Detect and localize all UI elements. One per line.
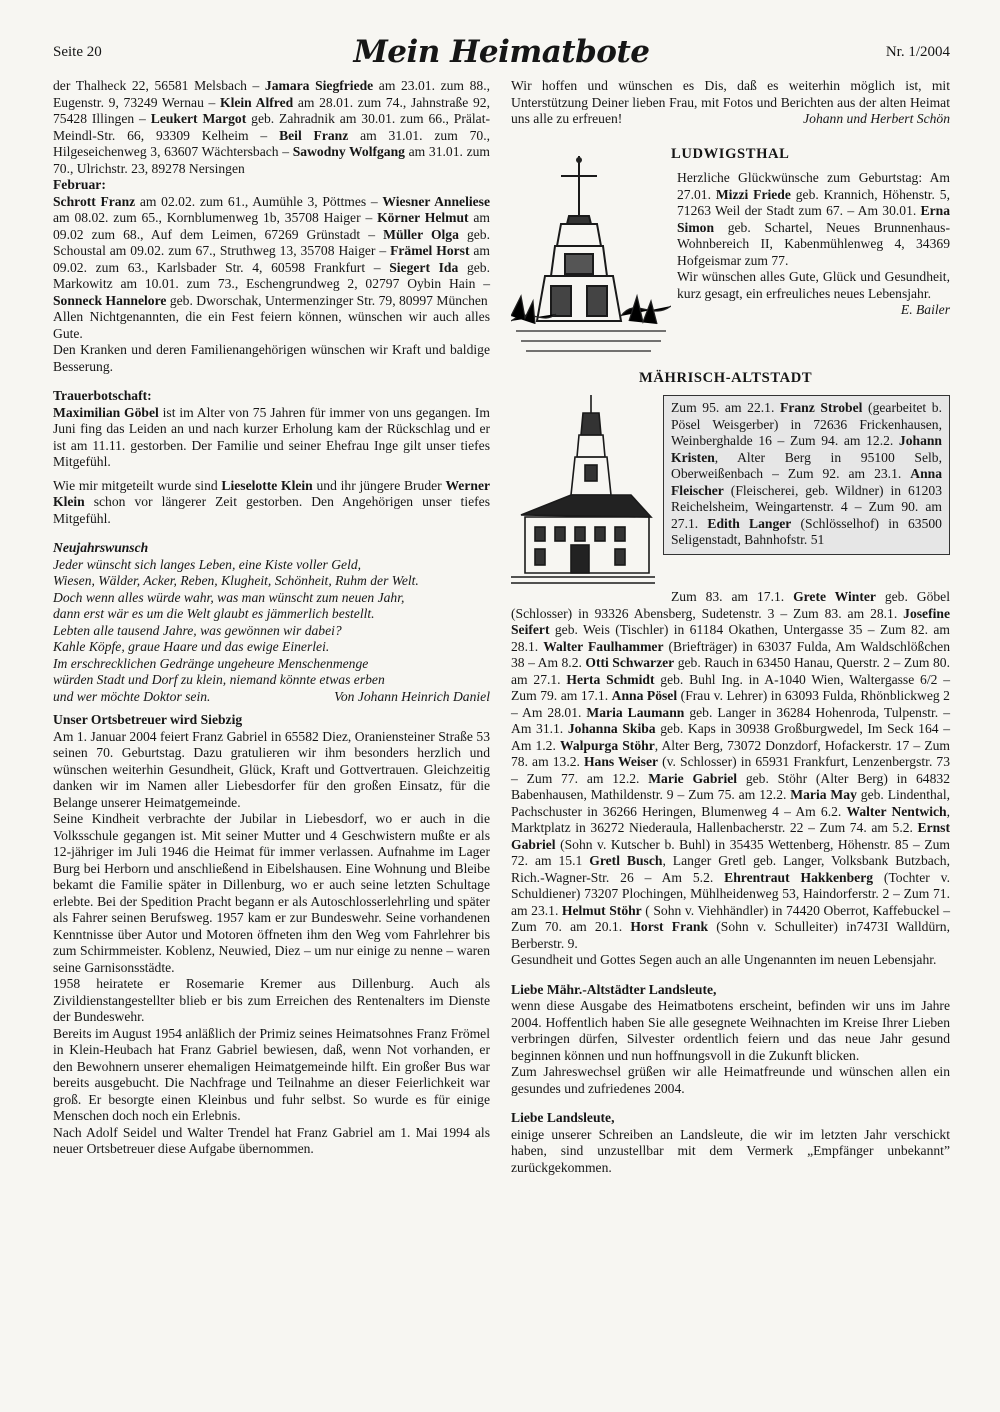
- person-name: Josefine Seifert: [511, 605, 950, 637]
- person-name: Maria Laumann: [586, 704, 685, 720]
- text-run: geb. Langer in 36284 Hohenroda, Tulpenstr. – Am 31.1.: [511, 704, 950, 736]
- person-name: Siegert Ida: [389, 259, 459, 275]
- poem-line: Jeder wünscht sich langes Leben, eine Kiste voller Geld,: [53, 556, 362, 572]
- article-paragraph: Bereits im August 1954 anläßlich der Primiz seines Heimatsohnes Franz Frömel in Klein-Heubach hat Franz Gabriel bewiesen, daß, wenn Not vorhanden, er den Bewohnern unserer ehemaligen Heimatgemeinde hilft. Ein großer Bus war bereits ausgebucht. Die Nachfrage und Teilnahme an dieser Feierlichkeit war groß. Er besorgte einen Kleinbus und fuhr selbst. So wurde es für einige Menschen doch noch ein Erlebnis.: [53, 1025, 490, 1123]
- text-run: Herzliche Glückwünsche zum Geburtstag: Am 27.01.: [677, 170, 950, 202]
- ludwigsthal-signature: E. Bailer: [900, 302, 950, 317]
- ludwigsthal-birthdays: [677, 170, 950, 269]
- person-name: Leukert Margot: [150, 111, 247, 126]
- article-paragraph: 1958 heiratete er Rosemarie Kremer aus Dillenburg. Auch als Zivildienstangestellter blieb er bis zum Erreichen des Rentenalters im Dienste der Bundeswehr.: [53, 976, 490, 1024]
- text-run: am 08.02. zum 65., Kornblumenweg 1b, 35708 Haiger –: [53, 210, 378, 225]
- poem-final-verse: und wer möchte Doktor sein.: [53, 688, 211, 704]
- left-column: [53, 78, 490, 1158]
- text-run: am 31.01. zum 70., Hilgeseichenweg 3, 63607 Wächtersbach –: [53, 127, 490, 159]
- text-run: ist im Alter von 75 Jahren für immer von uns gegangen. Im Juni fing das Leiden an und nach kurzer Erholung kam der Rückschlag und er ist am 11.11. gestorben. Der Familie und seiner Ehefrau Inge gilt unser tiefes Mitgefühl.: [53, 404, 491, 469]
- poem: [53, 557, 490, 706]
- text-run: (Briefträger) in 63037 Fulda, Am Waldschlößchen 38 – Am 8.2.: [511, 638, 950, 670]
- text-run: geb. Schoustal am 09.02. zum 67., Struthweg 13, 35708 Haiger –: [53, 226, 490, 258]
- person-name: Werner Klein: [53, 477, 491, 509]
- person-name: Walpurga Stöhr: [559, 737, 655, 753]
- article-paragraph: Nach Adolf Seidel und Walter Trendel hat Franz Gabriel am 1. Mai 1994 als neuer Ortsbetreuer diese Aufgabe übernommen.: [53, 1124, 490, 1156]
- birthday-list-february: [53, 194, 490, 310]
- person-name: Hans Weiser: [583, 754, 659, 769]
- masthead-logo: Mein Heimatbote: [353, 34, 650, 70]
- poem-last-line: [53, 689, 490, 706]
- person-name: Franz Strobel: [780, 400, 863, 415]
- person-name: Beil Franz: [279, 127, 349, 143]
- february-heading: Februar:: [53, 177, 106, 192]
- text-run: geb. Dworschak, Untermenzinger Str. 79, 80997 München: [166, 292, 488, 308]
- text-run: geb. Krannich, Höhenstr. 5, 71263 Weil der Stadt zum 67. – Am 30.01.: [677, 186, 950, 218]
- text-run: (gearbeitet b. Pösel Weisgerber) in 72636 Frickenhausen, Weinberghalde 16 – Zum 94. am 12.2.: [671, 400, 942, 448]
- poem-lines: [53, 557, 490, 689]
- person-name: Johanna Skiba: [567, 721, 656, 736]
- poem-line: Im erschrecklichen Gedränge ungeheure Menschenmenge: [53, 655, 369, 671]
- article-paragraph: Am 1. Januar 2004 feiert Franz Gabriel in 65582 Diez, Oraniensteiner Straße 53 seinen 70. Geburtstag. Dazu gratulieren wir ihm besonders herzlich und wünschen weiterhin Gesundheit, Glück, Kraft und Gottvertrauen. Gleichzeitig danken wir im Namen aller Liebesdorfer für den großen Einsatz, für die Belange unserer Heimatgemeinde.: [53, 728, 490, 810]
- person-name: Ehrentraut Hakkenberg: [724, 869, 874, 885]
- text-run: geb. Schartel, Neues Brunnenhaus-Wohnbereich II, Kabenmühlenweg 4, 34369 Hofgeismar zum 77.: [677, 219, 950, 268]
- hope-paragraph: Wir hoffen und wünschen es Dis, daß es weiterhin möglich ist, mit Unterstützung Deiner lieben Frau, mit Fotos und Berichten aus der alten Heimat uns alle zu erfreuen! Johann und Herbert Schön: [511, 78, 950, 126]
- person-name: Grete Winter: [793, 589, 876, 604]
- text-run: (Fleischerei, geb. Wildner) in 61203 Reichelsheim, Weingartenstr. 4 – Zum 90. am 27.1.: [671, 482, 942, 531]
- ludwigsthal-heading: LUDWIGSTHAL: [671, 145, 790, 162]
- person-name: Jamara Siegfriede: [264, 78, 374, 93]
- altstadt-wish: Gesundheit und Gottes Segen auch an alle Ungenannten im neuen Lebensjahr.: [511, 952, 937, 967]
- text-run: geb. Zahradnik am 30.01. zum 66., Prälat-Meindl-Str. 66, 93309 Kelheim –: [53, 111, 490, 143]
- poem-line: Wiesen, Wälder, Acker, Reben, Klugheit, Schönheit, Ruhm der Welt.: [53, 573, 419, 588]
- person-name: Ernst Gabriel: [511, 820, 950, 852]
- person-name: Främel Horst: [390, 243, 470, 258]
- person-name: Lieselotte Klein: [221, 477, 313, 493]
- ludwigsthal-content: [671, 145, 950, 356]
- text-run: am 31.01. zum 70., Ulrichstr. 23, 89278 Nersingen: [53, 144, 490, 176]
- condolence-paragraph: [53, 405, 490, 471]
- condolence-heading: Trauerbotschaft:: [53, 388, 152, 403]
- poem-line: Kahle Köpfe, graue Haare und das ewige Einerlei.: [53, 639, 330, 654]
- poem-title: Neujahrswunsch: [53, 540, 149, 555]
- person-name: Mizzi Friede: [715, 186, 791, 202]
- article-title: Unser Ortsbetreuer wird Siebzig: [53, 712, 243, 727]
- text-run: geb. Weis (Tischler) in 61184 Okathen, Untergasse 35 – Zum 82. am 28.1.: [511, 622, 950, 654]
- text-run: Zum 83. am 17.1.: [671, 589, 794, 604]
- text-run: der Thalheck 22, 56581 Melsbach –: [53, 78, 265, 93]
- text-run: am 09.02. zum 63., Karlsbader Str. 4, 60598 Frankfurt –: [53, 243, 490, 275]
- landsleute-text-2: Zum Jahreswechsel grüßen wir alle Heimatfreunde und wünschen allen ein gesundes und zufriedenes 2004.: [511, 1064, 950, 1096]
- poem-author: Von Johann Heinrich Daniel: [334, 688, 490, 704]
- landsleute-text: wenn diese Ausgabe des Heimatbotens erscheint, befinden wir uns im Jahre 2004. Hoffentlich haben Sie alle gesegnete Weihnachten im Kreise Ihrer Lieben verbringen dürfen, Silvester ordentlich feiern und das neue Jahr gesund beginnen können und nun hoffnungsvoll in die Zukunft blicken.: [511, 998, 950, 1063]
- text-run: Wie mir mitgeteilt wurde sind: [53, 477, 222, 493]
- text-run: am 02.02. zum 61., Aumühle 3, Pöttmes –: [135, 193, 383, 209]
- person-name: Edith Langer: [707, 515, 792, 531]
- person-name: Erna Simon: [677, 203, 950, 235]
- text-run: am 28.01. zum 74., Jahnstraße 92, 75428 Illingen –: [53, 94, 490, 126]
- text-run: geb. Stöhr (Alter Berg) in 64832 Babenhausen, Mathildenstr. 9 – Zum 75. am 12.2.: [511, 770, 950, 802]
- page-number: Seite 20: [53, 44, 102, 60]
- text-run: (Tochter v. Schuldiener) 73207 Plochingen, Mühlheidenweg 53, Haindorferstr. 2 – Zum 71. am 23.1.: [511, 869, 950, 918]
- text-run: (v. Schlosser) in 65931 Frankfurt, Lenzenbergstr. 73 – Zum 77. am 12.2.: [511, 754, 951, 786]
- sick-wishes: Den Kranken und deren Familienangehörigen wünschen wir Kraft und baldige Besserung.: [53, 342, 490, 374]
- article-paragraph: Seine Kindheit verbrachte der Jubilar in Liebesdorf, wo er auch in die Volksschule gegangen ist. Mit seiner Mutter und 4 Geschwistern mußte er als 12-jähriger im Juli 1946 die Heimat für immer verlassen. Aufnahme im Lager Burg bei Herborn und anschließend in Eibelshausen. Eine Wohnung und Bleibe bekamt die Familie später in Dillenburg, wo er auch seine letzten Schultage erlebte. Bei der Spedition Pracht begann er als Autoschlosserlehrling und später als Fahrer seinen Berufsweg. 1957 kam er zur Bundeswehr. Seine vorhandenen Kenntnisse über Autor und Motoren öffneten ihm den Weg vom Fahrlehrer bis zum Schirmmeister. Koblenz, Neuwied, Diez – um nur einige zu nenne – waren seine Garnisonsstädte.: [53, 811, 490, 975]
- church-illustration: [511, 395, 655, 585]
- landsleute2-heading: Liebe Landsleute,: [511, 1110, 615, 1125]
- person-name: Walter Nentwich: [846, 803, 947, 819]
- altstadt-highlight-box: [663, 395, 950, 555]
- text-run: am 09.02 zum 68., Auf dem Leimen, 67269 Grünstadt –: [53, 210, 490, 242]
- person-name: Anna Pösel: [611, 688, 678, 703]
- condolence-paragraph-2: [53, 478, 490, 528]
- issue-number: Nr. 1/2004: [885, 44, 950, 60]
- landsleute2-text: einige unserer Schreiben an Landsleute, die wir im letzten Jahr verschickt haben, sind unzustellbar mit dem Vermerk „Empfänger unbekannt” zurückgekommen.: [511, 1126, 950, 1175]
- person-name: Johann Kristen: [671, 433, 942, 465]
- person-name: Klein Alfred: [220, 94, 294, 110]
- text-run: und ihr jüngere Bruder: [312, 477, 446, 493]
- poem-line: dann erst wär es um die Welt glaubt es jämmerlich bestellt.: [53, 606, 375, 621]
- altstadt-birthday-list: [511, 589, 950, 952]
- person-name: Körner Helmut: [377, 210, 469, 225]
- text-run: ( Sohn v. Viehhändler) in 74420 Oberrot, Kaffebuckel – Zum 70. am 20.1.: [511, 902, 951, 934]
- text-run: geb. Rauch in 63450 Hanau, Querstr. 2 – Zum 80. am 27.1.: [511, 655, 950, 687]
- hope-signature: Johann und Herbert Schön: [803, 111, 950, 126]
- text-run: geb. Buhl Ing. in A-1040 Wien, Waltergasse 6/2 – Zum 79. am 17.1.: [511, 671, 951, 703]
- person-name: Otti Schwarzer: [585, 655, 675, 670]
- poem-line: würden Stadt und Dorf zu klein, niemand könnte etwas erben: [53, 672, 385, 687]
- greeting-text: Allen Nichtgenannten, die ein Fest feiern können, wünschen wir auch alles Gute.: [53, 309, 490, 341]
- person-name: Schrott Franz: [53, 193, 136, 209]
- text-run: , Alter Berg in 95100 Selb, Oberweißenbach – Zum 92. am 23.1.: [671, 449, 942, 481]
- article-body: [53, 729, 490, 1158]
- page-header: [53, 34, 950, 70]
- altstadt-box-wrap: [663, 395, 950, 585]
- text-run: geb. Kaps in 30938 Großburgwedel, Im Seck 164 – Am 1.2.: [511, 721, 950, 753]
- text-run: (Frau v. Lehrer) in 63093 Fulda, Rhönblickweg 2 – Am 28.01.: [511, 688, 950, 720]
- ludwigsthal-wish: Wir wünschen alles Gute, Glück und Gesundheit, kurz gesagt, ein erfreuliches neues Lebensjahr. E. Bailer: [677, 269, 950, 317]
- text-run: (Sohn v. Schulleiter) in7473I Walldürn, Berberstr. 9.: [511, 919, 951, 951]
- person-name: Müller Olga: [383, 226, 459, 242]
- poem-line: Doch wenn alles würde wahr, was man wünscht zum neuen Jahr,: [53, 589, 405, 605]
- ludwigsthal-section: [511, 146, 950, 356]
- person-name: Herta Schmidt: [566, 671, 655, 687]
- text-run: Zum 95. am 22.1.: [671, 400, 781, 415]
- person-name: Sawodny Wolfgang: [292, 144, 405, 159]
- person-name: Anna Fleischer: [671, 466, 942, 498]
- person-name: Marie Gabriel: [648, 770, 738, 786]
- person-name: Wiesner Anneliese: [382, 193, 490, 209]
- text-run: geb. Göbel (Schlosser) in 93326 Abensberg, Sudetenstr. 3 – Zum 83. am 28.1.: [511, 589, 950, 621]
- birthday-list-january: [53, 78, 490, 177]
- person-name: Walter Faulhammer: [543, 638, 664, 654]
- person-name: Maximilian Göbel: [53, 404, 159, 420]
- altstadt-box-section: [511, 395, 950, 585]
- wayside-cross-illustration: [511, 146, 671, 356]
- text-run: am 23.01. zum 88., Eugenstr. 9, 73249 Wernau –: [53, 78, 490, 110]
- text-run: , Langer Gretl geb. Langer, Volksbank Butzbach, Rich.-Wagner-Str. 26 – Am 5.2.: [511, 853, 951, 885]
- text-run: (Schlösselhof) in 63500 Seligenstadt, Bahnhofstr. 51: [671, 515, 942, 547]
- right-column: [511, 78, 950, 1176]
- person-name: Maria May: [790, 787, 857, 802]
- text-run: geb. Markowitz am 10.01. zum 73., Eschengrundweg 2, 02797 Oybin Hain –: [53, 259, 490, 291]
- poem-line: Lebten alle tausend Jahre, was gewönnen wir dabei?: [53, 622, 342, 638]
- altstadt-heading: MÄHRISCH-ALTSTADT: [639, 369, 813, 386]
- text-run: , Alter Berg, 73072 Donzdorf, Hofackerstr. 17 – Zum 78. am 13.2.: [511, 737, 951, 769]
- landsleute-heading: Liebe Mähr.-Altstädter Landsleute,: [511, 981, 717, 997]
- person-name: Gretl Busch: [589, 853, 663, 868]
- person-name: Helmut Stöhr: [561, 902, 642, 918]
- text-run: , Marktplatz in 36272 Niederaula, Hallenbacherstr. 22 – Zum 74. am 5.2.: [511, 803, 950, 835]
- text-run: geb. Lindenthal, Pachschuster in 36266 Heringen, Blumenweg 4 – Am 6.2.: [511, 787, 950, 819]
- person-name: Sonneck Hannelore: [53, 292, 167, 308]
- person-name: Horst Frank: [630, 919, 709, 934]
- text-run: (Sohn v. Kutscher b. Buhl) in 35435 Wettenberg, Höhenstr. 85 – Zum 72. am 15.1: [511, 836, 950, 868]
- text-run: schon vor längerer Zeit gestorben. Den Angehörigen unser tiefes Mitgefühl.: [53, 494, 490, 526]
